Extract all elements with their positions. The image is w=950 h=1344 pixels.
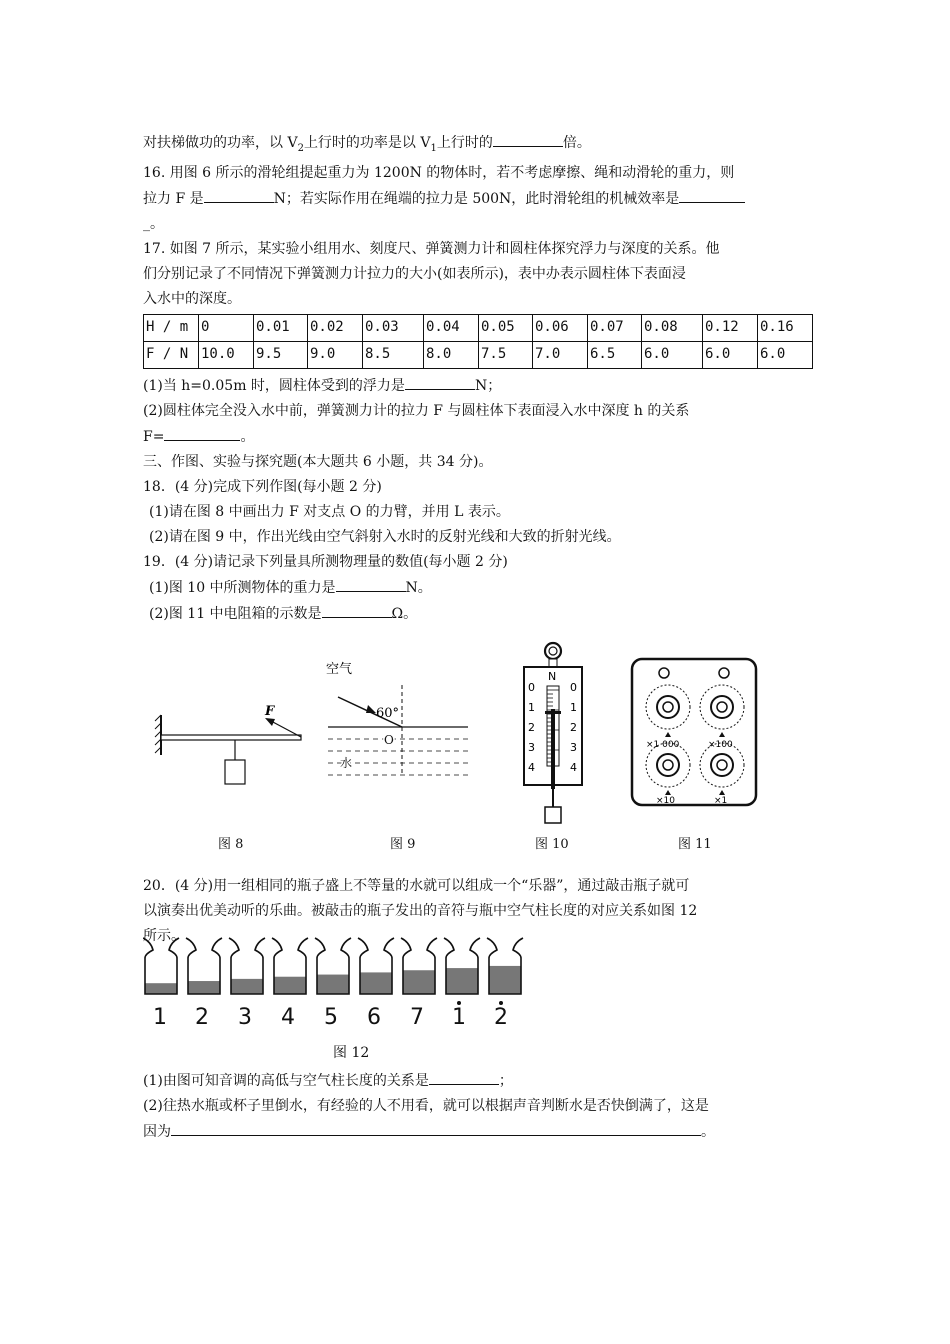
bottle-water [360,972,392,994]
q15-answer-blank[interactable] [493,130,563,147]
fig10-tick-left-1: 1 [528,701,535,714]
table-cell: 10.0 [199,341,254,368]
q20-relation-blank[interactable] [429,1068,499,1085]
table-cell: 9.5 [254,341,308,368]
section-3-heading: 三、作图、实验与探究题(本大题共 6 小题，共 34 分)。 [143,453,493,470]
q17-buoyancy-blank[interactable] [405,373,475,390]
q20-sub-2-line-1: (2)往热水瓶或杯子里倒水，有经验的人不用看，就可以根据声音判断水是否快倒满了，这是 [143,1098,709,1114]
fig11-label-1000: ×1 000 [646,740,680,750]
bottle-water [145,983,177,994]
q15-text-d: 倍。 [562,135,591,151]
q17-sub-2-line-1: (2)圆柱体完全没入水中前，弹簧测力计的拉力 F 与圆柱体下表面浸入水中深度 h 的关系 [143,402,690,419]
fig10-tick-right-2: 2 [570,721,577,734]
q20-sub2-text: 因为 [143,1124,171,1140]
table-cell: 0.06 [533,314,588,341]
fig8-force-label: F [265,704,275,719]
q20-reason-blank[interactable] [171,1119,701,1136]
fig9-origin-label: O [384,733,394,747]
q19-weight-blank[interactable] [336,575,406,592]
fig9-refraction-diagram [318,655,478,795]
note-label-high: 2 [494,1005,508,1030]
fig8-caption: 图 8 [218,837,244,852]
fig10-tick-left-3: 3 [528,741,535,754]
bottle-water [317,975,349,994]
q16-efficiency-blank[interactable] [679,186,745,203]
fig10-tick-left-2: 2 [528,721,535,734]
fig12-note-row [143,1005,543,1035]
q20-line-2: 以演奏出优美动听的乐曲。被敲击的瓶子发出的音符与瓶中空气柱长度的对应关系如图 12 [143,903,698,919]
q15-text-b: 上行时的功率是以 V [303,135,431,151]
q17-relation-blank[interactable] [164,424,240,441]
table-cell: 6.0 [642,341,703,368]
q20-line-1: 20．(4 分)用一组相同的瓶子盛上不等量的水就可以组成一个“乐器”，通过敲击瓶子就可 [143,878,690,894]
table-cell: 0.07 [588,314,642,341]
fig9-air-label: 空气 [326,662,353,677]
q15-sub-2: 2 [297,142,304,154]
q20-sub-2-line-2 [143,1119,715,1145]
bottle [229,938,265,994]
note-label: 2 [195,1005,209,1030]
q17-line-2: 们分别记录了不同情况下弹簧测力计拉力的大小(如表所示)，表中办表示圆柱体下表面浸 [143,265,686,282]
q20-sub2-end: 。 [701,1124,715,1140]
document-body [143,130,813,627]
table-cell: 6.0 [703,341,758,368]
q17-sub1-unit: N； [474,377,502,394]
fig12-caption: 图 12 [333,1045,370,1061]
fig10-pointer-rod [551,709,555,789]
note-label: 7 [410,1005,424,1030]
bottle-water [446,968,478,994]
fig12-bottles [143,936,543,1000]
table-cell: 0.02 [308,314,363,341]
bottle [272,938,308,994]
fig10-tick-left-4: 4 [528,761,535,774]
q18-sub-2: (2)请在图 9 中，作出光线由空气斜射入水时的反射光线和大致的折射光线。 [149,528,621,545]
q20-sub1-end: ； [498,1073,513,1089]
note-label-high: 1 [452,1005,466,1030]
q20-line-3: 所示。 [143,928,185,944]
bottle [444,938,480,994]
table-cell: 0.16 [758,314,813,341]
table-cell: 0.05 [479,314,533,341]
bottle-water [403,970,435,994]
table-row-force [144,341,813,368]
table-cell: 7.0 [533,341,588,368]
q15-line [143,130,813,161]
q17-data-table [143,314,813,369]
fig9-ray-arrow-icon [366,705,376,713]
table-cell: H / m [144,314,199,341]
table-cell: 8.5 [363,341,424,368]
note-high-dot [457,1001,461,1005]
fig10-spring-scale [519,641,589,831]
bottle-water [188,981,220,994]
bottle [315,938,351,994]
bottle [186,938,222,994]
table-cell: 6.0 [758,341,813,368]
table-cell: 8.0 [424,341,479,368]
q17-sub2-text: F= [143,428,165,445]
table-cell: 9.0 [308,341,363,368]
q15-text-c: 上行时的 [436,135,493,151]
q18-sub-1: (1)请在图 8 中画出力 F 对支点 O 的力臂，并用 L 表示。 [149,503,510,520]
fig11-label-1: ×1 [714,796,728,806]
table-row-depth [144,314,813,341]
q16-line-2 [143,186,813,212]
figures-row [143,655,823,855]
table-cell: F / N [144,341,199,368]
table-cell: 7.5 [479,341,533,368]
fig10-tick-right-0: 0 [570,681,577,694]
bottle-water [489,966,521,994]
table-cell: 0.04 [424,314,479,341]
q15-sub-1: 1 [430,142,437,154]
fig11-caption: 图 11 [678,837,712,852]
fig10-tick-right-1: 1 [570,701,577,714]
q16-text-b: N；若实际作用在绳端的拉力是 500N，此时滑轮组的机械效率是 [273,190,680,207]
q20-sub1-text: (1)由图可知音调的高低与空气柱长度的关系是 [143,1073,429,1089]
table-cell: 6.5 [588,341,642,368]
note-label: 4 [281,1005,295,1030]
fig10-tick-left-0: 0 [528,681,535,694]
table-cell: 0 [199,314,254,341]
note-label: 3 [238,1005,252,1030]
bottle [358,938,394,994]
q18-title: 18．(4 分)完成下列作图(每小题 2 分) [143,478,382,495]
note-high-dot [499,1001,503,1005]
fig10-ring-neck [549,659,557,667]
q19-sub1-unit: N。 [405,579,432,596]
q19-sub2-unit: Ω。 [391,605,418,622]
q17-line-1: 17. 如图 7 所示，某实验小组用水、刻度尺、弹簧测力计和圆柱体探究浮力与深度的关系。他 [143,240,720,257]
q17-line-3: 入水中的深度。 [143,290,241,307]
fig10-caption: 图 10 [535,837,569,852]
note-label: 1 [153,1005,167,1030]
bottle [401,938,437,994]
fig8-weight-block [225,760,245,784]
q19-sub-2 [143,601,813,627]
fig9-caption: 图 9 [390,837,416,852]
fig9-angle-label: 60° [376,706,400,721]
q19-sub-1 [143,575,813,601]
fig11-resistance-box [630,657,760,807]
fig8-lever-bar [161,735,301,740]
bottle-water [231,979,263,994]
table-cell: 0.01 [254,314,308,341]
table-cell: 0.08 [642,314,703,341]
q15-text-a: 对扶梯做功的功率，以 V [143,135,298,151]
fig8-lever-diagram [153,695,313,805]
q19-sub2-text: (2)图 11 中电阻箱的示数是 [149,605,322,622]
q17-sub1-text: (1)当 h=0.05m 时，圆柱体受到的浮力是 [143,377,405,394]
bottle [143,938,179,994]
q20-subquestions [143,1068,715,1145]
fig10-pointer [545,711,561,714]
fig10-tick-right-3: 3 [570,741,577,754]
fig10-weight-block [545,807,561,823]
q17-sub2-end: 。 [240,428,255,445]
q19-sub1-text: (1)图 10 中所测物体的重力是 [149,579,336,596]
q20-sub-1 [143,1068,715,1094]
table-cell: 0.12 [703,314,758,341]
fig10-tick-right-4: 4 [570,761,577,774]
q16-force-blank[interactable] [204,186,274,203]
fig10-ring-inner [549,647,557,655]
fig9-water-label: 水 [340,756,353,770]
q16-text-a: 拉力 F 是 [143,190,204,207]
q16-line-3: _。 [143,215,164,232]
q17-sub-1 [143,373,813,399]
q17-sub-2-line-2 [143,424,813,450]
fig10-hook-ring [545,643,561,659]
q19-resistance-blank[interactable] [322,601,392,618]
note-label: 5 [324,1005,338,1030]
fig11-box-outline [632,659,756,805]
q19-title: 19．(4 分)请记录下列量具所测物理量的数值(每小题 2 分) [143,553,508,570]
fig11-label-10: ×10 [656,796,675,806]
note-label: 6 [367,1005,381,1030]
table-cell: 0.03 [363,314,424,341]
bottle [487,938,523,994]
fig8-arrow-head-icon [265,718,275,726]
q16-line-1: 16. 用图 6 所示的滑轮组提起重力为 1200N 的物体时，若不考虑摩擦、绳和动滑轮的重力，则 [143,164,735,181]
fig11-label-100: ×100 [708,740,733,750]
bottle-water [274,977,306,994]
fig10-unit-label: N [548,670,557,683]
